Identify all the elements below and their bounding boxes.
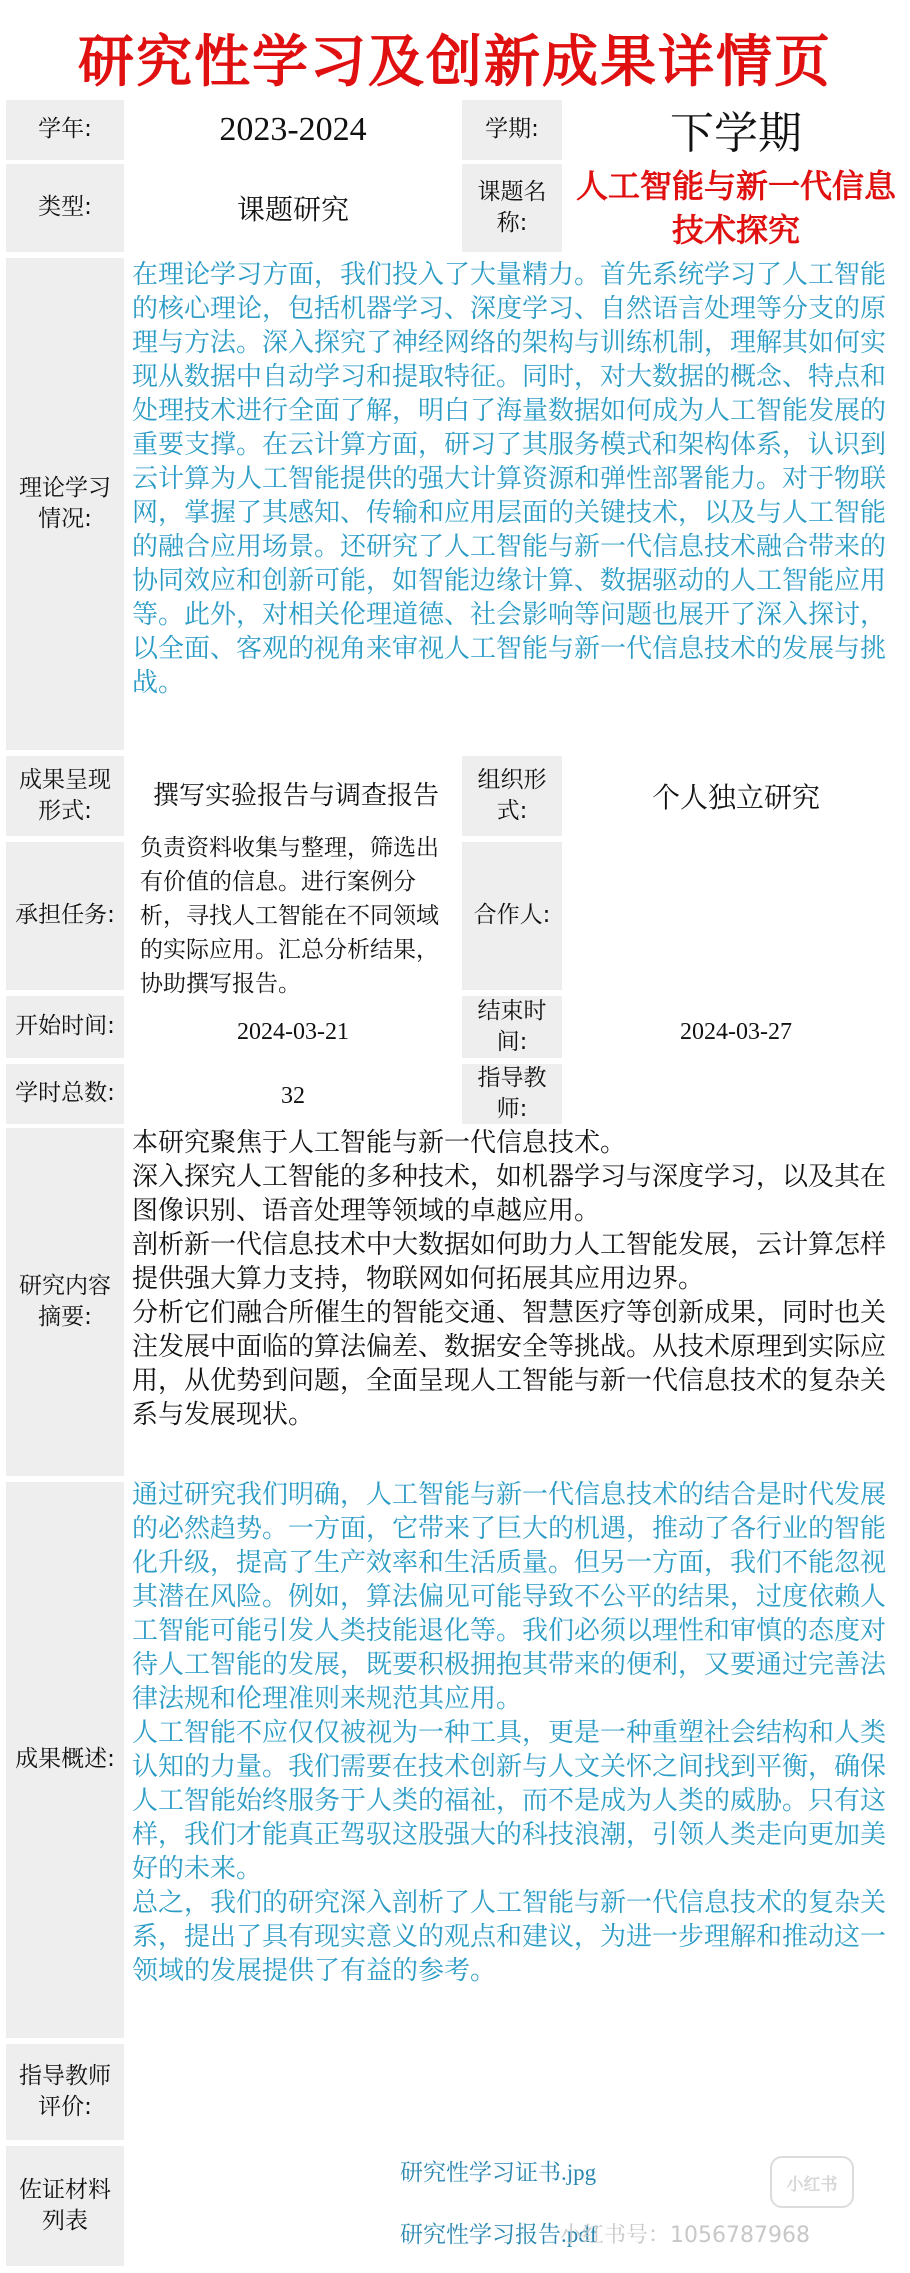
summary-text: 通过研究我们明确，人工智能与新一代信息技术的结合是时代发展的必然趋势。一方面，它带来了巨大的机遇，推动了各行业的智能化升级，提高了生产效率和生活质量。但另一方面，我们不能忽视其潜在风险。例如，算法偏见可能导致不公平的结果，过度依赖人工智能可能引发人类技能退化等。我们必须以理性和审慎的态度对待人工智能的发展，既要积极拥抱其带来的便利，又要通过完善法律法规和伦理准则来规范其应用。 人工智能不应仅仅被视为一种工具，更是一种重塑社会结构和人类认知的力量。我们需要在技术创新与人文关怀之间找到平衡，确保人工智能始终服务于人类的福祉，而不是成为人类的威胁。只有这样，我们才能真正驾驭这股强大的科技浪潮，引领人类走向更加美好的未来。 总之，我们的研究深入剖析了人工智能与新一代信息技术的复杂关系，提出了具有现实意义的观点和建议，为进一步理解和推动这一领域的发展提供了有益的参考。 [132,1480,887,1986]
form-value: 撰写实验报告与调查报告 [152,781,439,811]
evidence-label: 佐证材料列表 [6,2146,124,2266]
org-label: 组织形式: [462,756,562,836]
start-label: 开始时间: [6,996,124,1058]
type-value: 课题研究 [236,193,349,226]
term-label: 学期: [462,100,562,160]
evidence-file-link[interactable]: 研究性学习证书.jpg [400,2159,597,2185]
evidence-file-link[interactable]: 研究性学习报告.pdf [400,2221,598,2247]
abstract-label: 研究内容摘要: [6,1128,124,1476]
watermark-logo: 小红书 [770,2156,854,2208]
topic-value: 人工智能与新一代信息技术探究 [575,167,896,249]
topic-label: 课题名称: [462,164,562,252]
form-label: 成果呈现形式: [6,756,124,836]
hours-value: 32 [281,1082,305,1109]
watermark-text: 小红书号：1056787968 [560,2223,810,2248]
year-label: 学年: [6,100,124,160]
term-value: 下学期 [670,108,802,159]
end-label: 结束时间: [462,996,562,1058]
theory-label: 理论学习情况: [6,258,124,750]
year-value: 2023-2024 [219,111,367,148]
partner-value [566,842,906,990]
type-label: 类型: [6,164,124,252]
page-title: 研究性学习及创新成果详情页 [78,30,832,95]
end-value: 2024-03-27 [680,1018,792,1045]
org-value: 个人独立研究 [651,781,820,814]
start-value: 2024-03-21 [237,1018,349,1045]
theory-text: 在理论学习方面，我们投入了大量精力。首先系统学习了人工智能的核心理论，包括机器学习、深度学习、自然语言处理等分支的原理与方法。深入探究了神经网络的架构与训练机制，理解其如何实现从数据中自动学习和提取特征。同时，对大数据的概念、特点和处理技术进行全面了解，明白了海量数据如何成为人工智能发展的重要支撑。在云计算方面，研习了其服务模式和架构体系，认识到云计算为人工智能提供的强大计算资源和弹性部署能力。对于物联网，掌握了其感知、传输和应用层面的关键技术，以及与人工智能的融合应用场景。还研究了人工智能与新一代信息技术融合带来的协同效应和创新可能，如智能边缘计算、数据驱动的人工智能应用等。此外，对相关伦理道德、社会影响等问题也展开了深入探讨，以全面、客观的视角来审视人工智能与新一代信息技术的发展与挑战。 [132,260,887,698]
abstract-text: 本研究聚焦于人工智能与新一代信息技术。 深入探究人工智能的多种技术，如机器学习与深度学习，以及其在图像识别、语音处理等领域的卓越应用。 剖析新一代信息技术中大数据如何助力人工智能发展，云计算怎样提供强大算力支持，物联网如何拓展其应用边界。 分析它们融合所催生的智能交通、智慧医疗等创新成果，同时也关注发展中面临的算法偏差、数据安全等挑战。从技术原理到实际应用，从优势到问题，全面呈现人工智能与新一代信息技术的复杂关系与发展现状。 [132,1128,887,1430]
task-value: 负责资料收集与整理，筛选出有价值的信息。进行案例分析，寻找人工智能在不同领域的实际应用。汇总分析结果，协助撰写报告。 [140,835,439,997]
teacher-value [566,1064,906,1124]
hours-label: 学时总数: [6,1064,124,1124]
evaluation-text [132,2044,902,2140]
summary-label: 成果概述: [6,1482,124,2038]
task-label: 承担任务: [6,842,124,990]
teacher-label: 指导教师: [462,1064,562,1124]
partner-label: 合作人: [462,842,562,990]
evaluation-label: 指导教师评价: [6,2044,124,2140]
